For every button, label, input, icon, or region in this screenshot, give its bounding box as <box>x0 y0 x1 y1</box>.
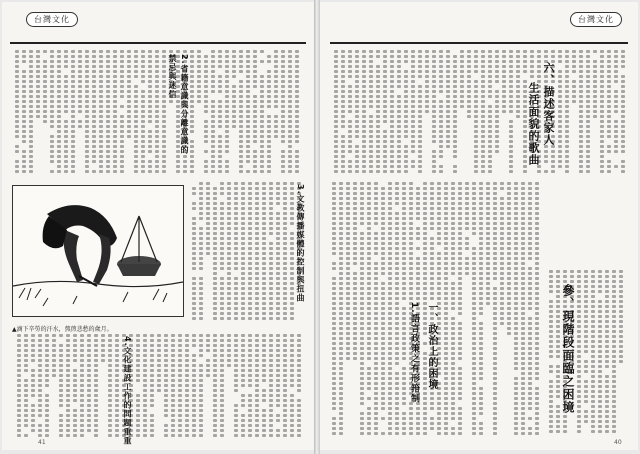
text-column <box>591 270 596 433</box>
text-column <box>465 182 470 435</box>
text-column <box>255 334 260 437</box>
text-column <box>64 50 69 173</box>
text-column <box>579 50 584 173</box>
text-column <box>283 182 288 320</box>
text-column <box>36 50 41 173</box>
text-column <box>204 50 209 173</box>
text-column <box>425 50 430 173</box>
text-column <box>549 270 554 433</box>
text-column <box>38 334 43 437</box>
text-column <box>383 50 388 173</box>
text-column <box>612 270 617 433</box>
text-column <box>134 50 139 173</box>
text-column <box>267 50 272 173</box>
heading-political-difficulties: 一、政治上的困境 <box>426 302 437 390</box>
heading-language-policy: 1.語言政策之有形箝制 <box>409 302 419 404</box>
text-column <box>472 182 477 435</box>
text-column <box>225 50 230 173</box>
text-column <box>332 182 337 435</box>
text-column <box>516 50 521 173</box>
text-column <box>297 334 302 437</box>
text-column <box>600 50 605 173</box>
text-column <box>269 182 274 320</box>
text-column <box>558 50 563 173</box>
text-column <box>577 270 582 433</box>
text-column <box>619 270 624 433</box>
heading-section-six: 六、描述客家人 <box>542 62 555 146</box>
text-column <box>171 334 176 437</box>
text-column <box>404 50 409 173</box>
text-column <box>115 334 120 437</box>
text-column <box>24 334 29 437</box>
text-column <box>479 182 484 435</box>
text-column <box>157 334 162 437</box>
text-column <box>274 50 279 173</box>
text-column <box>150 334 155 437</box>
text-column <box>565 50 570 173</box>
text-column <box>607 50 612 173</box>
text-column <box>507 182 512 435</box>
text-column <box>190 50 195 173</box>
text-column <box>99 50 104 173</box>
text-column <box>411 50 416 173</box>
text-column <box>374 182 379 435</box>
text-column <box>197 50 202 173</box>
text-column <box>460 50 465 173</box>
header-tag-right: 台灣文化 <box>570 12 622 27</box>
text-column <box>50 50 55 173</box>
text-column <box>206 182 211 320</box>
text-column <box>362 50 367 173</box>
text-column <box>290 334 295 437</box>
text-column <box>341 50 346 173</box>
text-column <box>57 50 62 173</box>
text-column <box>360 182 365 435</box>
text-column <box>521 182 526 435</box>
text-column <box>474 50 479 173</box>
text-column <box>234 182 239 320</box>
text-column <box>509 50 514 173</box>
body-text-bottom-left <box>12 334 304 440</box>
heading-identity: 2.省籍意識與分離意識的 <box>180 54 189 155</box>
text-column <box>127 50 132 173</box>
text-column <box>355 50 360 173</box>
text-column <box>276 334 281 437</box>
text-column <box>213 182 218 320</box>
text-column <box>211 50 216 173</box>
text-column <box>227 334 232 437</box>
text-column <box>481 50 486 173</box>
text-column <box>397 50 402 173</box>
text-column <box>605 270 610 433</box>
text-column <box>276 182 281 320</box>
heading-section-six-cont: 生活面貌的歌曲 <box>527 82 540 166</box>
text-column <box>43 50 48 173</box>
text-column <box>52 334 57 437</box>
body-text-upper-left <box>12 50 302 178</box>
heading-current-difficulties: 參、現階段面臨之困境 <box>561 284 575 414</box>
text-column <box>192 334 197 437</box>
text-column <box>493 182 498 435</box>
text-column <box>113 50 118 173</box>
text-column <box>572 50 577 173</box>
text-column <box>239 50 244 173</box>
text-column <box>439 50 444 173</box>
text-column <box>136 334 141 437</box>
text-column <box>334 50 339 173</box>
text-column <box>488 50 493 173</box>
text-column <box>87 334 92 437</box>
text-column <box>206 334 211 437</box>
heading-media-control: 3.文教傳播媒體的控制與扭曲 <box>296 184 305 303</box>
text-column <box>584 270 589 433</box>
text-column <box>213 334 218 437</box>
text-column <box>164 334 169 437</box>
text-column <box>241 182 246 320</box>
text-column <box>446 50 451 173</box>
text-column <box>593 50 598 173</box>
text-column <box>22 50 27 173</box>
text-column <box>295 50 300 173</box>
text-column <box>45 334 50 437</box>
text-column <box>246 50 251 173</box>
text-column <box>66 334 71 437</box>
text-column <box>73 334 78 437</box>
text-column <box>388 182 393 435</box>
text-column <box>253 50 258 173</box>
body-text-lower-right <box>188 182 304 322</box>
text-column <box>148 50 153 173</box>
text-column <box>17 334 22 437</box>
text-column <box>495 50 500 173</box>
text-column <box>143 334 148 437</box>
text-column <box>369 50 374 173</box>
text-column <box>402 182 407 435</box>
text-column <box>288 50 293 173</box>
text-column <box>458 182 463 435</box>
body-text-bottom-right <box>546 270 626 438</box>
text-column <box>432 50 437 173</box>
text-column <box>353 182 358 435</box>
text-column <box>29 50 34 173</box>
text-column <box>15 50 20 173</box>
text-column <box>283 334 288 437</box>
farmer-harvesting-icon <box>13 186 183 316</box>
farmer-illustration <box>12 185 184 317</box>
text-column <box>232 50 237 173</box>
text-column <box>59 334 64 437</box>
text-column <box>390 50 395 173</box>
text-column <box>376 50 381 173</box>
text-column <box>178 334 183 437</box>
text-column <box>106 50 111 173</box>
text-column <box>108 334 113 437</box>
text-column <box>453 50 458 173</box>
text-column <box>248 182 253 320</box>
body-text-upper-right <box>332 50 628 178</box>
text-column <box>262 182 267 320</box>
text-column <box>346 182 351 435</box>
text-column <box>500 182 505 435</box>
text-column <box>71 50 76 173</box>
header-tag-left: 台灣文化 <box>26 12 78 27</box>
text-column <box>528 182 533 435</box>
text-column <box>467 50 472 173</box>
text-column <box>514 182 519 435</box>
header-rule-left <box>10 42 306 44</box>
text-column <box>199 182 204 320</box>
text-column <box>220 182 225 320</box>
text-column <box>444 182 449 435</box>
text-column <box>101 334 106 437</box>
text-column <box>255 182 260 320</box>
text-column <box>78 50 83 173</box>
text-column <box>220 334 225 437</box>
text-column <box>94 334 99 437</box>
text-column <box>598 270 603 433</box>
text-column <box>260 50 265 173</box>
page-number-left: 41 <box>38 439 46 446</box>
text-column <box>192 182 197 320</box>
text-column <box>367 182 372 435</box>
text-column <box>339 182 344 435</box>
text-column <box>535 182 540 435</box>
text-column <box>85 50 90 173</box>
text-column <box>451 182 456 435</box>
text-column <box>281 50 286 173</box>
text-column <box>262 334 267 437</box>
text-column <box>381 182 386 435</box>
right-page <box>320 2 638 450</box>
text-column <box>120 50 125 173</box>
text-column <box>395 182 400 435</box>
text-column <box>621 50 626 173</box>
text-column <box>199 334 204 437</box>
text-column <box>141 50 146 173</box>
text-column <box>227 182 232 320</box>
text-column <box>502 50 507 173</box>
text-column <box>269 334 274 437</box>
text-column <box>241 334 246 437</box>
heading-culture-construction: 4.文化建設工作的問題重重 <box>123 336 132 446</box>
text-column <box>185 334 190 437</box>
text-column <box>486 182 491 435</box>
text-column <box>586 50 591 173</box>
text-column <box>155 50 160 173</box>
text-column <box>248 334 253 437</box>
text-column <box>31 334 36 437</box>
page-number-right: 40 <box>614 439 622 446</box>
heading-taboo: 禁忌與迷信 <box>168 54 177 99</box>
text-column <box>234 334 239 437</box>
text-column <box>348 50 353 173</box>
text-column <box>418 50 423 173</box>
text-column <box>80 334 85 437</box>
text-column <box>614 50 619 173</box>
header-rule-right <box>330 42 628 44</box>
left-page <box>2 2 314 450</box>
text-column <box>92 50 97 173</box>
text-column <box>218 50 223 173</box>
figure-caption: ▲滴下辛勞的汗水，熬煎悲愁的歲月。 <box>12 326 113 333</box>
